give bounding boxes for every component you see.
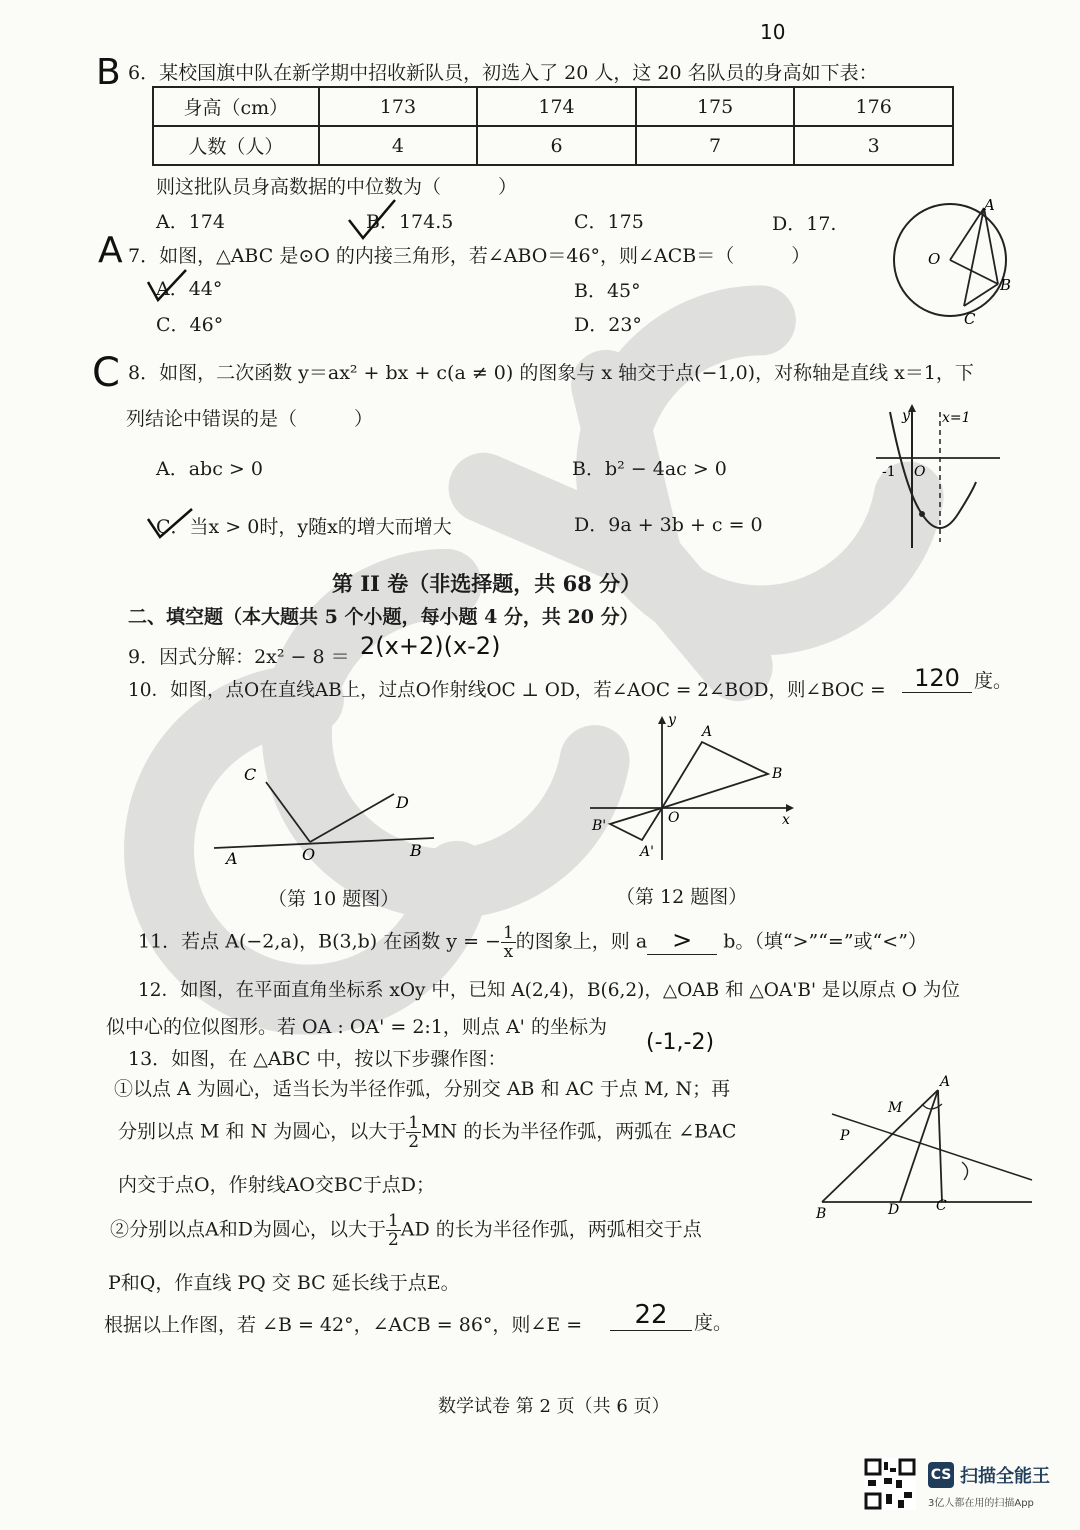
q11-fraction xyxy=(501,924,516,961)
q8-option-d: D．9a + 3b + c = 0 xyxy=(574,514,763,536)
table-cell: 6 xyxy=(477,126,636,165)
section-subtitle: 二、填空题（本大题共 5 个小题，每小题 4 分，共 20 分） xyxy=(128,606,639,628)
q11-handwritten-answer: > xyxy=(647,926,717,955)
check-mark-icon xyxy=(345,196,405,246)
q7-option-c: C．46° xyxy=(156,314,224,336)
q13-frac-den-2: 2 xyxy=(387,1230,399,1250)
q7-option-a: A．44° xyxy=(156,278,223,300)
q6-option-a: A．174 xyxy=(156,211,225,233)
table-cell: 7 xyxy=(636,126,795,165)
fig8-label-minus1: -1 xyxy=(882,464,896,480)
q11-frac-den: x xyxy=(503,942,514,962)
table-header-height: 身高（cm） xyxy=(153,87,319,126)
fig13-label-m: M xyxy=(888,1100,903,1116)
fig12-label-o: O xyxy=(668,810,680,826)
q12-line2: 似中心的位似图形。若 OA : OA' = 2:1，则点 A' 的坐标为 xyxy=(106,1016,607,1038)
q7-option-b: B．45° xyxy=(574,280,641,302)
q13-line7: 根据以上作图，若 ∠B = 42°，∠ACB = 86°，则∠E = xyxy=(104,1314,583,1336)
fig12-label-a: A xyxy=(702,724,713,740)
q6-option-d: D．17. xyxy=(772,213,837,235)
q9-handwritten-answer: 2(x+2)(x-2) xyxy=(360,632,501,660)
q12-handwritten-answer: (-1,-2) xyxy=(646,1030,715,1055)
q13-frac-den: 2 xyxy=(408,1132,420,1152)
fig13-label-a: A xyxy=(940,1074,951,1090)
q13-frac-num: 1 xyxy=(408,1113,420,1133)
q7-handwritten-answer: A xyxy=(98,230,123,271)
table-cell: 173 xyxy=(319,87,478,126)
q13-line4: 内交于点O，作射线AO交BC于点D； xyxy=(118,1174,435,1196)
q6-option-c: C．175 xyxy=(574,211,644,233)
fig10-label-a: A xyxy=(226,849,238,868)
section-title: 第 II 卷（非选择题，共 68 分） xyxy=(332,571,642,596)
q7-option-d: D．23° xyxy=(574,314,642,336)
fig12-label-b: B xyxy=(772,766,783,782)
fig12-label-a-prime: A' xyxy=(640,844,654,860)
q8-parabola-figure xyxy=(876,402,1006,548)
q10-unit: 度。 xyxy=(974,670,1013,692)
fig8-label-o: O xyxy=(914,464,926,480)
fig7-label-c: C xyxy=(964,310,976,328)
q10-ray-figure xyxy=(214,760,444,870)
q13-handwritten-answer: 22 xyxy=(610,1300,692,1331)
fig13-label-c: C xyxy=(936,1198,947,1214)
q8-option-c: C．当x > 0时，y随x的增大而增大 xyxy=(156,516,452,538)
q13-line5a: ②分别以点A和D为圆心，以大于 xyxy=(110,1218,386,1241)
fig7-label-o: O xyxy=(928,250,941,268)
qr-code-icon xyxy=(864,1458,916,1510)
table-cell: 175 xyxy=(636,87,795,126)
q11-prefix: 11．若点 A(−2,a)，B(3,b) 在函数 y = − xyxy=(138,930,501,953)
check-mark-icon xyxy=(146,268,190,304)
q12-caption: （第 12 题图） xyxy=(616,886,748,908)
q13-fraction-half xyxy=(406,1114,421,1151)
q11-line xyxy=(138,924,927,961)
q13-frac-num-2: 1 xyxy=(387,1211,399,1231)
table-row-counts xyxy=(153,126,953,165)
table-cell: 3 xyxy=(794,126,953,165)
q10-caption: （第 10 题图） xyxy=(268,888,400,910)
table-cell: 4 xyxy=(319,126,478,165)
q7-circle-figure xyxy=(888,196,1028,330)
q13-line5b: AD 的长为半径作弧，两弧相交于点 xyxy=(400,1218,702,1241)
fig8-label-x1: x=1 xyxy=(942,410,971,426)
fig7-label-a: A xyxy=(984,196,995,214)
q6-question: 则这批队员身高数据的中位数为（ ） xyxy=(156,176,518,198)
q13-line3b: MN 的长为半径作弧，两弧在 ∠BAC xyxy=(421,1120,737,1143)
table-cell: 176 xyxy=(794,87,953,126)
fig12-label-b-prime: B' xyxy=(592,818,607,834)
q8-option-a: A．abc > 0 xyxy=(156,458,263,480)
q12-coordinate-figure xyxy=(590,712,800,862)
q13-line5 xyxy=(110,1212,702,1249)
fig7-label-b: B xyxy=(1000,276,1012,294)
fig13-label-b: B xyxy=(816,1206,827,1222)
q13-construction-figure xyxy=(812,1070,1036,1220)
table-header-count: 人数（人） xyxy=(153,126,319,165)
fig10-label-d: D xyxy=(396,793,409,812)
table-cell: 174 xyxy=(477,87,636,126)
q13-unit: 度。 xyxy=(694,1312,733,1334)
q11-suffix: b。（填“>”“=”或“<”） xyxy=(723,930,927,953)
q11-frac-num: 1 xyxy=(502,923,514,943)
scanner-name: 扫描全能王 xyxy=(960,1466,1050,1487)
q8-option-b: B．b² − 4ac > 0 xyxy=(572,458,727,480)
q8-text-line2: 列结论中错误的是（ ） xyxy=(126,408,374,430)
q6-text: 6．某校国旗中队在新学期中招收新队员，初选入了 20 人，这 20 名队员的身高如下表： xyxy=(128,62,878,84)
q13-line3 xyxy=(118,1114,736,1151)
fig10-label-b: B xyxy=(410,841,422,860)
fig13-label-d: D xyxy=(888,1202,900,1218)
q13-line3a: 分别以点 M 和 N 为圆心，以大于 xyxy=(118,1120,407,1143)
q13-line2: ①以点 A 为圆心，适当长为半径作弧，分别交 AB 和 AC 于点 M, N；再 xyxy=(114,1078,731,1100)
fig8-label-y: y xyxy=(902,408,910,424)
q12-line1: 12．如图，在平面直角坐标系 xOy 中，已知 A(2,4)，B(6,2)，△OAB 和 △OA'B' 是以原点 O 为位 xyxy=(138,980,960,1001)
scanner-logo: CS xyxy=(928,1462,954,1488)
q8-text-line1: 8．如图，二次函数 y＝ax² + bx + c(a ≠ 0) 的图象与 x 轴交于点(−1,0)，对称轴是直线 x＝1，下 xyxy=(128,362,974,384)
page-footer: 数学试卷 第 2 页（共 6 页） xyxy=(438,1396,670,1417)
fig10-label-c: C xyxy=(244,765,257,784)
fig10-label-o: O xyxy=(302,845,316,864)
q7-text: 7．如图，△ABC 是⊙O 的内接三角形，若∠ABO＝46°，则∠ACB＝（ ） xyxy=(128,245,811,267)
q13-line6: P和Q，作直线 PQ 交 BC 延长线于点E。 xyxy=(108,1272,460,1294)
q6-option-b: B．174.5 xyxy=(366,211,454,233)
q6-handwritten-answer: B xyxy=(96,52,121,93)
table-row-heights xyxy=(153,87,953,126)
check-mark-icon xyxy=(146,505,196,541)
scanner-tagline: 3亿人都在用的扫描App xyxy=(928,1498,1034,1509)
fig12-label-x: x xyxy=(782,812,790,828)
q10-handwritten-answer: 120 xyxy=(902,664,972,693)
fig13-label-p: P xyxy=(840,1128,850,1144)
q8-handwritten-answer: C xyxy=(92,350,120,396)
fig12-label-y: y xyxy=(668,712,676,728)
height-table xyxy=(152,86,954,166)
q10-text: 10．如图，点O在直线AB上，过点O作射线OC ⊥ OD，若∠AOC = 2∠BOD，则∠BOC = xyxy=(128,680,886,701)
q11-middle: 的图象上，则 a xyxy=(515,930,648,953)
corner-mark: 10 xyxy=(760,20,786,44)
q9-text: 9．因式分解：2x² − 8 ＝ xyxy=(128,646,350,668)
q13-fraction-half-2 xyxy=(386,1212,401,1249)
q13-line1: 13．如图，在 △ABC 中，按以下步骤作图： xyxy=(128,1048,507,1070)
